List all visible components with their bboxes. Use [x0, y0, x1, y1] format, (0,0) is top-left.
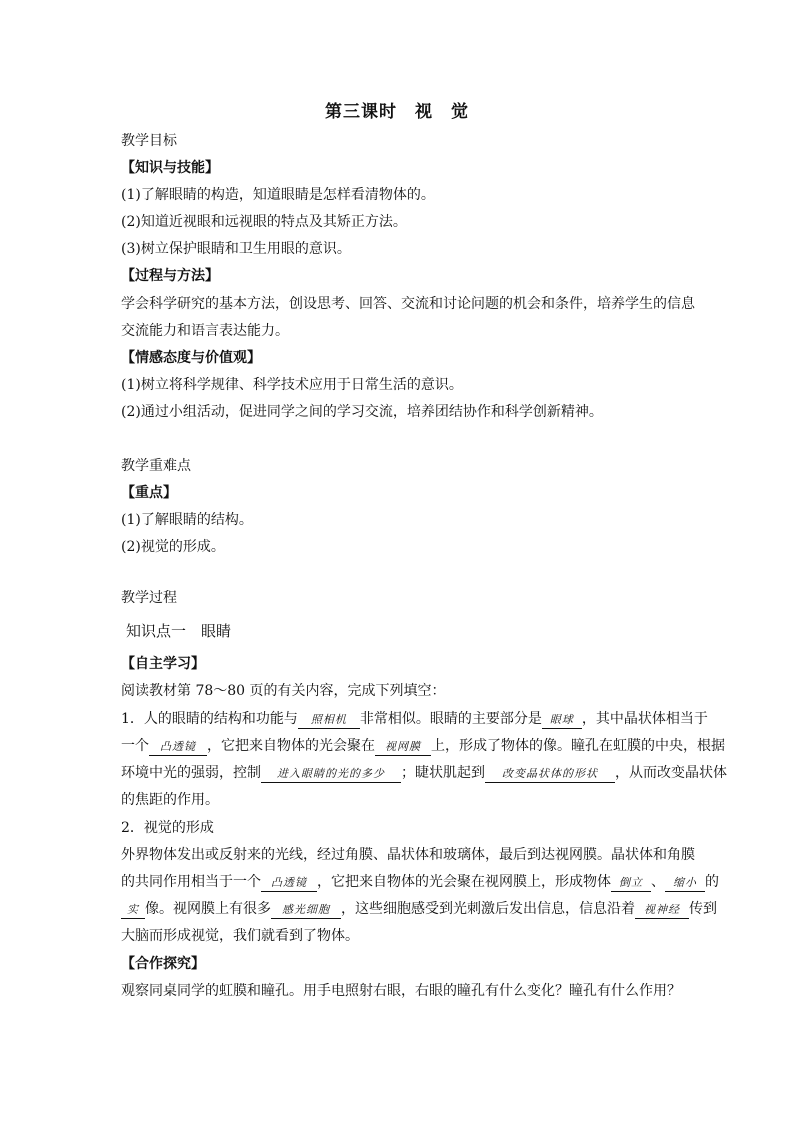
- process-method-heading: 【过程与方法】: [121, 268, 219, 284]
- knowledge-item-1: (1)了解眼睛的构造，知道眼睛是怎样看清物体的。: [121, 187, 435, 203]
- answer-blank: 倒立: [611, 875, 651, 892]
- key-heading: 【重点】: [121, 485, 177, 501]
- question-2-line-1: 外界物体发出或反射来的光线，经过角膜、晶状体和玻璃体，最后到达视网膜。晶状体和角膜: [121, 847, 695, 863]
- emotion-item-2: (2)通过小组活动，促进同学之间的学习交流，培养团结协作和科学创新精神。: [121, 404, 603, 420]
- answer-blank: 视神经: [635, 902, 689, 919]
- question-2-title: 2．视觉的形成: [121, 820, 214, 836]
- answer-blank: 照相机: [298, 712, 360, 729]
- page-title: 第三课时 视 觉: [325, 102, 469, 122]
- emotion-item-1: (1)树立将科学规律、科学技术应用于日常生活的意识。: [121, 377, 463, 393]
- answer-blank: 凸透镜: [261, 875, 317, 892]
- process-method-text-1: 学会科学研究的基本方法，创设思考、回答、交流和讨论问题的机会和条件，培养学生的信息: [121, 296, 695, 312]
- answer-blank: 凸透镜: [149, 739, 207, 756]
- question-1-line-2: 一个 凸透镜 ，它把来自物体的光会聚在 视网膜 上，形成了物体的像。瞳孔在虹膜的中央，根据: [121, 738, 725, 754]
- question-2-line-4: 大脑而形成视觉，我们就看到了物体。: [121, 928, 359, 944]
- reading-instruction: 阅读教材第 78～80 页的有关内容，完成下列填空：: [121, 683, 446, 699]
- knowledge-item-2: (2)知道近视眼和远视眼的特点及其矫正方法。: [121, 214, 407, 230]
- emotion-heading: 【情感态度与价值观】: [121, 350, 261, 366]
- coop-heading: 【合作探究】: [121, 956, 205, 972]
- self-study-heading: 【自主学习】: [121, 656, 205, 672]
- answer-blank: 进入眼睛的光的多少: [261, 766, 401, 783]
- question-1-line-1: 1．人的眼睛的结构和功能与 照相机 非常相似。眼睛的主要部分是 眼球 ，其中晶状体相当于: [121, 711, 708, 727]
- answer-blank: 改变晶状体的形状: [485, 766, 615, 783]
- answer-blank: 缩小: [665, 875, 705, 892]
- coop-question: 观察同桌同学的虹膜和瞳孔。用手电照射右眼，右眼的瞳孔有什么变化？瞳孔有什么作用？: [121, 983, 681, 999]
- answer-blank: 实: [121, 902, 145, 919]
- answer-blank: 感光细胞: [271, 902, 341, 919]
- goals-heading: 教学目标: [121, 133, 177, 149]
- knowledge-heading: 【知识与技能】: [121, 160, 219, 176]
- answer-blank: 视网膜: [375, 739, 431, 756]
- teaching-process-heading: 教学过程: [121, 590, 177, 606]
- section-title: 知识点一 眼睛: [126, 622, 232, 640]
- question-2-line-3: 实 像。视网膜上有很多 感光细胞 ，这些细胞感受到光刺激后发出信息，信息沿着 视神经 传到: [121, 899, 717, 919]
- process-method-text-2: 交流能力和语言表达能力。: [121, 323, 289, 339]
- question-1-line-3: 环境中光的强弱，控制 进入眼睛的光的多少 ；睫状肌起到 改变晶状体的形状 ，从而改变晶状体: [121, 765, 727, 781]
- knowledge-item-3: (3)树立保护眼睛和卫生用眼的意识。: [121, 241, 351, 257]
- key-item-1: (1)了解眼睛的结构。: [121, 512, 253, 528]
- key-item-2: (2)视觉的形成。: [121, 539, 225, 555]
- answer-blank: 眼球: [542, 712, 582, 729]
- question-2-line-2: 的共同作用相当于一个 凸透镜 ，它把来自物体的光会聚在视网膜上，形成物体 倒立 、 缩小 的: [121, 874, 719, 890]
- question-1-line-4: 的焦距的作用。: [121, 792, 219, 808]
- keypoints-heading: 教学重难点: [121, 458, 191, 474]
